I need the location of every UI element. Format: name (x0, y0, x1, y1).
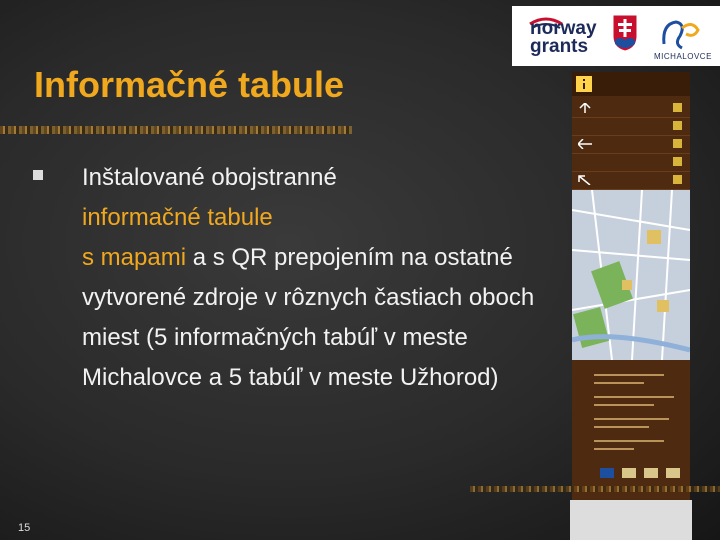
board-header (572, 72, 690, 96)
board-info-section (572, 364, 690, 500)
michalovce-text: MICHALOVCE (654, 52, 712, 61)
eu-flag-icon (600, 468, 614, 478)
city-map (572, 190, 690, 360)
highlight-maps: s mapami (82, 244, 187, 271)
norway-grants-text: norway grants (530, 18, 597, 57)
slovak-crest-icon (612, 14, 638, 52)
board-directions (572, 100, 690, 190)
partner-logo-icon (644, 468, 658, 478)
bullet-part2: a s QR prepojením na ostatné vytvorené zdroje v rôznych častiach oboch miest (5 informačných tabúľ v meste Michalovce a 5 tabúľ v meste Užhorod) (82, 244, 535, 391)
bullet-part1: Inštalované obojstranné (82, 164, 337, 191)
info-board-image (572, 72, 690, 500)
arrow-left-icon (578, 139, 592, 149)
logo-banner (512, 6, 720, 66)
slide-title: Informačné tabule (34, 64, 345, 105)
arrow-upleft-icon (578, 175, 592, 185)
arrow-up-icon (578, 103, 592, 113)
partner-logo-icon (666, 468, 680, 478)
title-divider (0, 126, 352, 134)
bullet-marker (33, 170, 43, 180)
board-stand (570, 500, 692, 540)
page-number: 15 (18, 522, 31, 534)
bullet-text (82, 158, 562, 398)
bottom-divider (470, 486, 720, 492)
info-icon (576, 76, 592, 92)
partner-logo-icon (622, 468, 636, 478)
highlight-info-boards: informačné tabule (82, 204, 273, 231)
